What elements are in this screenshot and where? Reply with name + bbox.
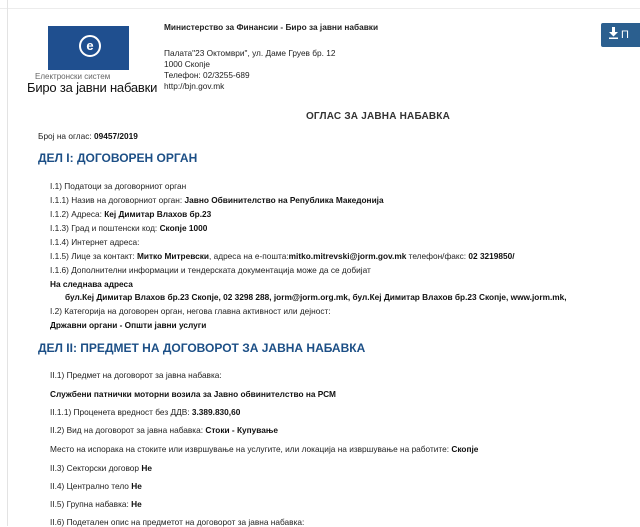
logo-name: Биро за јавни набавки xyxy=(27,80,158,95)
part1-i16-at: На следнава адреса xyxy=(50,279,133,289)
part2-heading: ДЕЛ II: ПРЕДМЕТ НА ДОГОВОРОТ ЗА ЈАВНА НАБАВКА xyxy=(38,341,366,355)
download-icon xyxy=(609,27,618,39)
part1-i16-address: бул.Кеј Димитар Влахов бр.23 Скопје, 02 3298 288, jorm@jorm.org.mk, бул.Кеј Димитар Влахов бр.23 Скопје, www.jorm.mk, xyxy=(65,292,567,302)
part1-i12: I.1.2) Адреса: Кеј Димитар Влахов бр.23 xyxy=(50,209,212,219)
header-ministry: Министерство за Финансии - Биро за јавни набавки xyxy=(164,22,379,32)
part1-i2-value: Државни органи - Општи јавни услуги xyxy=(50,320,207,330)
header-city: 1000 Скопје xyxy=(164,59,211,69)
logo-subtitle: Електронски систем xyxy=(35,72,111,81)
header-address: Палата"23 Октомври", ул. Даме Груев бр. 12 xyxy=(164,48,336,58)
print-button[interactable] xyxy=(601,23,640,47)
print-button-label: П xyxy=(621,29,629,41)
part1-i1: I.1) Податоци за договорниот орган xyxy=(50,181,187,191)
part1-i13: I.1.3) Град и поштенски код: Скопје 1000 xyxy=(50,223,208,233)
part1-i11: I.1.1) Назив на договорниот орган: Јавно Обвинителство на Република Македонија xyxy=(50,195,384,205)
top-divider xyxy=(0,8,640,9)
part2-ii6: II.6) Подетален опис на предметот на договорот за јавна набавка: xyxy=(50,517,305,527)
part2-ii4: II.4) Централно тело Не xyxy=(50,481,142,491)
header-website: http://bjn.gov.mk xyxy=(164,81,225,91)
part2-ii1: II.1) Предмет на договорот за јавна набавка: xyxy=(50,370,222,380)
notice-number: Број на оглас: 09457/2019 xyxy=(38,131,138,141)
part2-ii1-value: Службени патнички моторни возила за Јавно обвинителство на РСМ xyxy=(50,389,336,399)
part1-i2: I.2) Категорија на договорен орган, негова главна активност или дејност: xyxy=(50,306,331,316)
left-divider xyxy=(7,0,8,526)
part2-ii2: II.2) Вид на договорот за јавна набавка: Стоки - Купување xyxy=(50,425,279,435)
part2-ii3: II.3) Секторски договор Не xyxy=(50,463,152,473)
part2-ii11: II.1.1) Проценета вредност без ДДВ: 3.389.830,60 xyxy=(50,407,241,417)
bjn-logo xyxy=(27,26,158,95)
part1-i15: I.1.5) Лице за контакт: Митко Митревски, адреса на е-пошта:mitko.mitrevski@jorm.gov.mk телефон/факс: 02 3219850/ xyxy=(50,251,515,261)
header-phone: Телефон: 02/3255-689 xyxy=(164,70,250,80)
part2-place: Место на испорака на стоките или извршување на услугите, или локација на извршување на работите: Скопје xyxy=(50,444,479,454)
part1-i16: I.1.6) Дополнителни информации и тендерската документација може да се добијат xyxy=(50,265,371,275)
page-title: ОГЛАС ЗА ЈАВНА НАБАВКА xyxy=(305,111,451,122)
logo-emblem xyxy=(48,26,129,70)
e-logo-icon: e xyxy=(79,35,101,57)
part1-heading: ДЕЛ I: ДОГОВОРЕН ОРГАН xyxy=(38,151,198,165)
part2-ii5: II.5) Групна набавка: Не xyxy=(50,499,142,509)
part1-i14: I.1.4) Интернет адреса: xyxy=(50,237,140,247)
